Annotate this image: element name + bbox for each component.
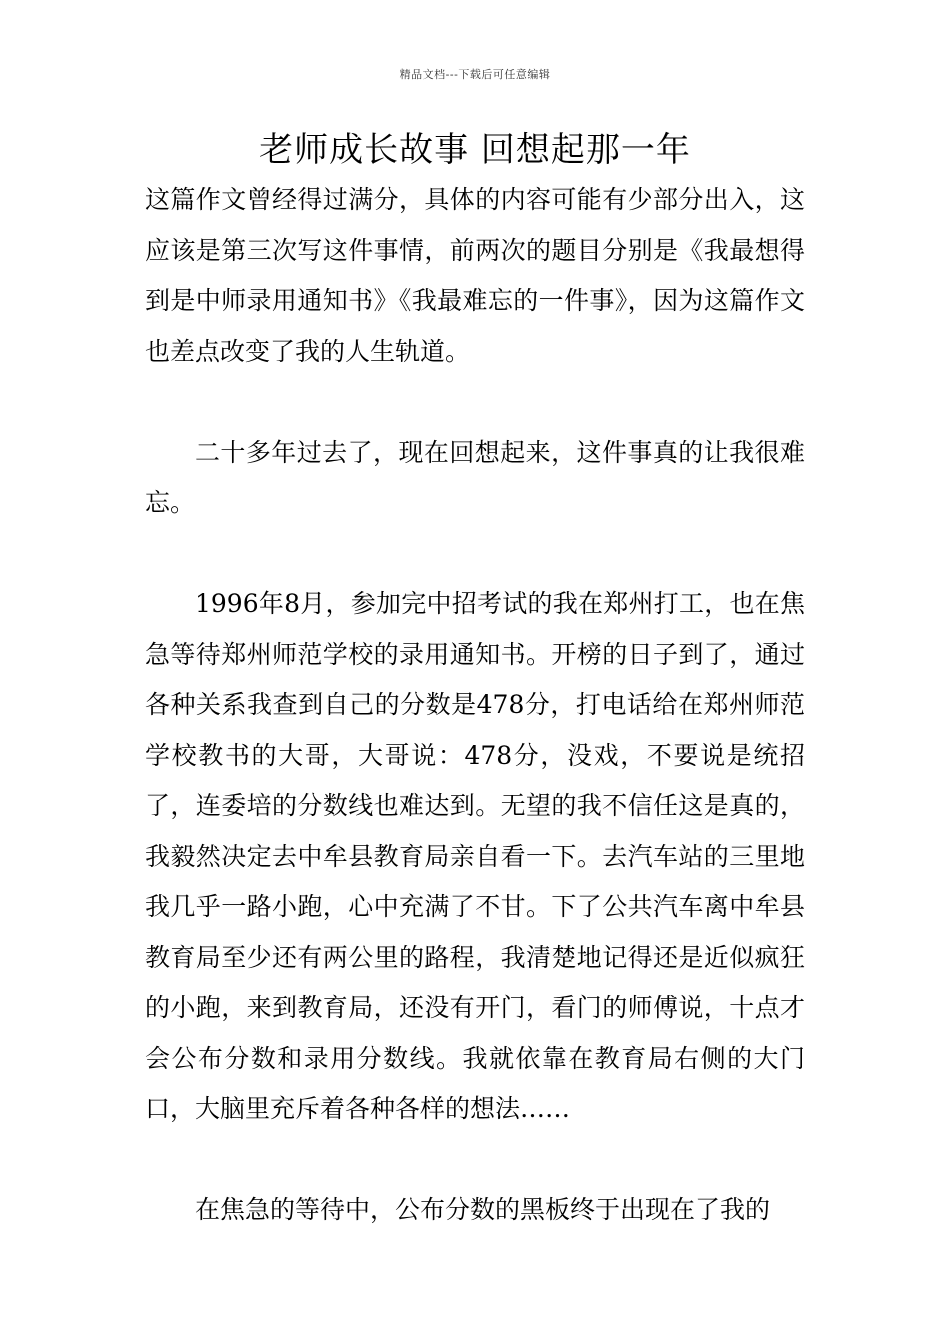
paragraph-gap	[145, 377, 805, 428]
document-body	[145, 175, 805, 1236]
document-title: 老师成长故事 回想起那一年	[259, 130, 691, 170]
paragraph-gap	[145, 1135, 805, 1186]
paragraph-memory: 二十多年过去了，现在回想起来，这件事真的让我很难忘。	[145, 437, 805, 517]
paragraph-story: 1996年8月，参加完中招考试的我在郑州打工，也在焦急等待郑州师范学校的录用通知书。开榜的日子到了，通过各种关系我查到自己的分数是478分，打电话给在郑州师范学校教书的大哥，大哥说：478分，没戏，不要说是统招了，连委培的分数线也难达到。无望的我不信任这是真的，我毅然决定去中牟县教育局亲自看一下。去汽车站的三里地我几乎一路小跑，心中充满了不甘。下了公共汽车离中牟县教育局至少还有两公里的路程，我清楚地记得还是近似疯狂的小跑，来到教育局，还没有开门，看门的师傅说，十点才会公布分数和录用分数线。我就依靠在教育局右侧的大门口，大脑里充斥着各种各样的想法……	[145, 589, 805, 1123]
paragraph-gap	[145, 529, 805, 580]
header-note: 精品文档---下载后可任意编辑	[399, 68, 551, 81]
paragraph-continuation: 在焦急的等待中，公布分数的黑板终于出现在了我的	[195, 1195, 771, 1224]
paragraph-intro: 这篇作文曾经得过满分，具体的内容可能有少部分出入，这应该是第三次写这件事情，前两次的题目分别是《我最想得到是中师录用通知书》《我最难忘的一件事》，因为这篇作文也差点改变了我的人生轨道。	[145, 185, 805, 366]
